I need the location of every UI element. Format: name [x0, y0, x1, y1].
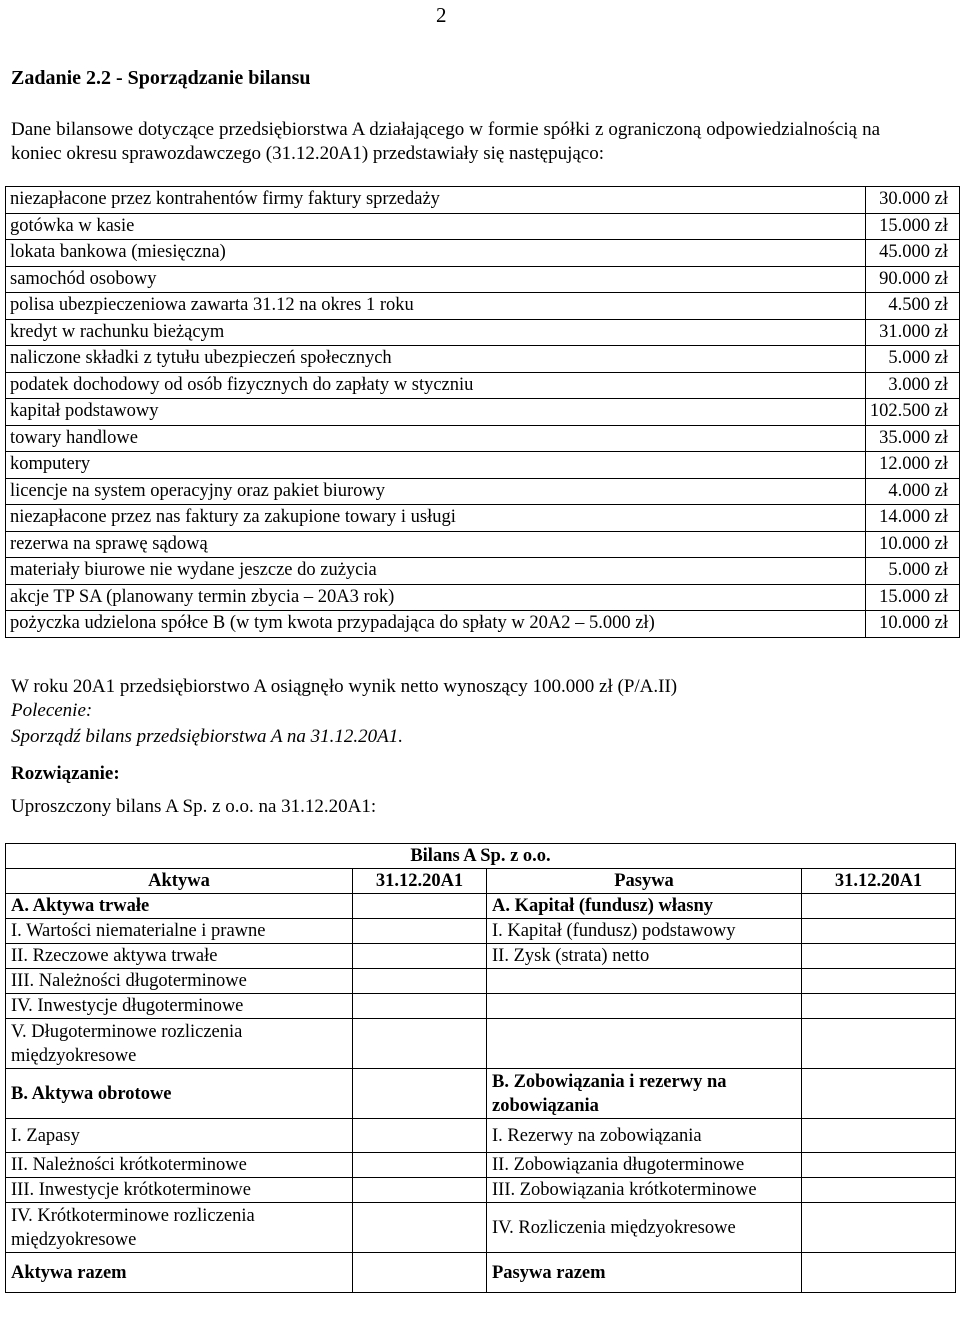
balance-aktywa-item: IV. Krótkoterminowe rozliczenia międzyokresowe	[6, 1203, 353, 1253]
item-row	[6, 611, 960, 638]
balance-sheet-table	[5, 843, 956, 1293]
item-amount: 45.000 zł	[865, 240, 959, 267]
item-label: samochód osobowy	[6, 266, 866, 293]
item-label: rezerwa na sprawę sądową	[6, 531, 866, 558]
item-label: naliczone składki z tytułu ubezpieczeń społecznych	[6, 346, 866, 373]
balance-pasywa-value	[802, 1069, 956, 1119]
item-row	[6, 558, 960, 585]
balance-pasywa-item: I. Kapitał (fundusz) podstawowy	[487, 919, 802, 944]
balance-pasywa-value	[802, 1019, 956, 1069]
balance-aktywa-item: II. Należności krótkoterminowe	[6, 1153, 353, 1178]
balance-aktywa-item: II. Rzeczowe aktywa trwałe	[6, 944, 353, 969]
item-amount: 102.500 zł	[865, 399, 959, 426]
item-amount: 14.000 zł	[865, 505, 959, 532]
item-label: lokata bankowa (miesięczna)	[6, 240, 866, 267]
balance-pasywa-item: Pasywa razem	[487, 1253, 802, 1293]
balance-aktywa-value	[353, 1253, 487, 1293]
rozwiazanie-label: Rozwiązanie:	[11, 763, 120, 784]
item-label: niezapłacone przez kontrahentów firmy faktury sprzedaży	[6, 187, 866, 214]
balance-aktywa-value	[353, 1178, 487, 1203]
balance-aktywa-value	[353, 1203, 487, 1253]
col-aktywa: Aktywa	[6, 869, 353, 894]
item-label: polisa ubezpieczeniowa zawarta 31.12 na okres 1 roku	[6, 293, 866, 320]
item-amount: 10.000 zł	[865, 531, 959, 558]
item-label: towary handlowe	[6, 425, 866, 452]
item-label: komputery	[6, 452, 866, 479]
bilans-subtitle: Uproszczony bilans A Sp. z o.o. na 31.12.20A1:	[11, 796, 377, 817]
item-label: akcje TP SA (planowany termin zbycia – 20A3 rok)	[6, 584, 866, 611]
item-label: gotówka w kasie	[6, 213, 866, 240]
balance-row	[6, 1203, 956, 1253]
balance-aktywa-item: I. Zapasy	[6, 1119, 353, 1153]
balance-aktywa-item: IV. Inwestycje długoterminowe	[6, 994, 353, 1019]
balance-aktywa-item: V. Długoterminowe rozliczenia międzyokresowe	[6, 1019, 353, 1069]
balance-row	[6, 944, 956, 969]
item-row	[6, 584, 960, 611]
polecenie-text: Sporządź bilans przedsiębiorstwa A na 31.12.20A1.	[11, 726, 404, 747]
item-row	[6, 319, 960, 346]
balance-pasywa-item: A. Kapitał (fundusz) własny	[487, 894, 802, 919]
item-row	[6, 531, 960, 558]
col-pasywa: Pasywa	[487, 869, 802, 894]
task-title: Zadanie 2.2 - Sporządzanie bilansu	[11, 67, 311, 89]
balance-pasywa-value	[802, 1253, 956, 1293]
item-label: niezapłacone przez nas faktury za zakupione towary i usługi	[6, 505, 866, 532]
item-row	[6, 346, 960, 373]
balance-pasywa-item: I. Rezerwy na zobowiązania	[487, 1119, 802, 1153]
balance-pasywa-item: IV. Rozliczenia międzyokresowe	[487, 1203, 802, 1253]
balance-pasywa-value	[802, 1178, 956, 1203]
balance-pasywa-item: III. Zobowiązania krótkoterminowe	[487, 1178, 802, 1203]
balance-aktywa-value	[353, 1019, 487, 1069]
balance-row	[6, 1153, 956, 1178]
item-row	[6, 240, 960, 267]
balance-aktywa-value	[353, 994, 487, 1019]
item-label: podatek dochodowy od osób fizycznych do zapłaty w styczniu	[6, 372, 866, 399]
balance-row	[6, 969, 956, 994]
balance-aktywa-item: Aktywa razem	[6, 1253, 353, 1293]
item-row	[6, 505, 960, 532]
balance-pasywa-value	[802, 944, 956, 969]
balance-row	[6, 994, 956, 1019]
item-amount: 3.000 zł	[865, 372, 959, 399]
balance-row	[6, 1253, 956, 1293]
balance-aktywa-value	[353, 919, 487, 944]
balance-row	[6, 1069, 956, 1119]
item-amount: 5.000 zł	[865, 346, 959, 373]
balance-aktywa-item: III. Należności długoterminowe	[6, 969, 353, 994]
item-amount: 15.000 zł	[865, 213, 959, 240]
item-amount: 4.000 zł	[865, 478, 959, 505]
col-date-pasywa: 31.12.20A1	[802, 869, 956, 894]
balance-row	[6, 919, 956, 944]
balance-aktywa-value	[353, 894, 487, 919]
item-amount: 35.000 zł	[865, 425, 959, 452]
balance-aktywa-value	[353, 969, 487, 994]
balance-aktywa-value	[353, 1153, 487, 1178]
item-label: pożyczka udzielona spółce B (w tym kwota przypadająca do spłaty w 20A2 – 5.000 zł)	[6, 611, 866, 638]
balance-pasywa-item	[487, 969, 802, 994]
balance-pasywa-item: II. Zobowiązania długoterminowe	[487, 1153, 802, 1178]
item-label: kredyt w rachunku bieżącym	[6, 319, 866, 346]
balance-pasywa-value	[802, 1153, 956, 1178]
item-row	[6, 213, 960, 240]
item-label: kapitał podstawowy	[6, 399, 866, 426]
balance-row	[6, 1019, 956, 1069]
balance-pasywa-item	[487, 1019, 802, 1069]
balance-aktywa-value	[353, 944, 487, 969]
balance-aktywa-value	[353, 1119, 487, 1153]
item-amount: 15.000 zł	[865, 584, 959, 611]
item-row	[6, 478, 960, 505]
balance-pasywa-item	[487, 994, 802, 1019]
balance-title: Bilans A Sp. z o.o.	[6, 844, 956, 869]
item-row	[6, 452, 960, 479]
polecenie-label: Polecenie:	[11, 700, 93, 721]
item-row	[6, 399, 960, 426]
intro-text: Dane bilansowe dotyczące przedsiębiorstwa A działającego w formie spółki z ograniczoną odpowiedzialnością na koniec okresu sprawozdawczego (31.12.20A1) przedstawiały się następująco:	[11, 119, 880, 164]
page-number: 2	[436, 3, 447, 27]
balance-pasywa-value	[802, 994, 956, 1019]
item-row	[6, 293, 960, 320]
balance-pasywa-value	[802, 894, 956, 919]
items-table	[5, 186, 960, 638]
item-amount: 30.000 zł	[865, 187, 959, 214]
balance-aktywa-value	[353, 1069, 487, 1119]
balance-title-row	[6, 844, 956, 869]
balance-row	[6, 1178, 956, 1203]
item-amount: 90.000 zł	[865, 266, 959, 293]
item-row	[6, 187, 960, 214]
item-row	[6, 425, 960, 452]
balance-header-row	[6, 869, 956, 894]
balance-pasywa-value	[802, 919, 956, 944]
balance-row	[6, 1119, 956, 1153]
balance-aktywa-item: I. Wartości niematerialne i prawne	[6, 919, 353, 944]
balance-pasywa-value	[802, 969, 956, 994]
item-amount: 5.000 zł	[865, 558, 959, 585]
item-row	[6, 266, 960, 293]
balance-row	[6, 894, 956, 919]
item-amount: 31.000 zł	[865, 319, 959, 346]
item-amount: 12.000 zł	[865, 452, 959, 479]
balance-pasywa-item: B. Zobowiązania i rezerwy na zobowiązania	[487, 1069, 802, 1119]
item-label: licencje na system operacyjny oraz pakiet biurowy	[6, 478, 866, 505]
balance-pasywa-value	[802, 1119, 956, 1153]
item-amount: 4.500 zł	[865, 293, 959, 320]
balance-pasywa-value	[802, 1203, 956, 1253]
balance-aktywa-item: B. Aktywa obrotowe	[6, 1069, 353, 1119]
balance-aktywa-item: III. Inwestycje krótkoterminowe	[6, 1178, 353, 1203]
item-row	[6, 372, 960, 399]
balance-aktywa-item: A. Aktywa trwałe	[6, 894, 353, 919]
item-label: materiały biurowe nie wydane jeszcze do zużycia	[6, 558, 866, 585]
balance-pasywa-item: II. Zysk (strata) netto	[487, 944, 802, 969]
item-amount: 10.000 zł	[865, 611, 959, 638]
result-text: W roku 20A1 przedsiębiorstwo A osiągnęło wynik netto wynoszący 100.000 zł (P/A.II)	[11, 676, 678, 697]
col-date-aktywa: 31.12.20A1	[353, 869, 487, 894]
